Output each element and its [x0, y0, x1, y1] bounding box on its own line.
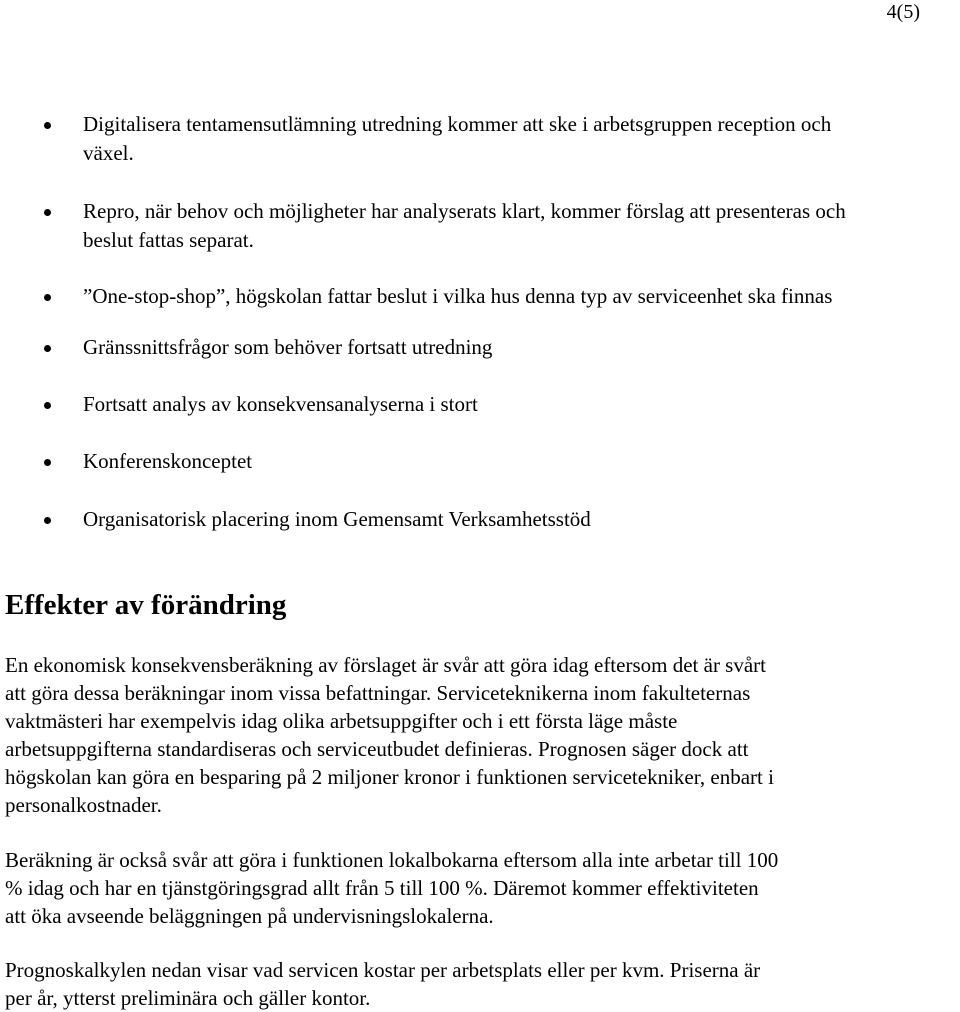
bullet-dot-icon [44, 294, 51, 301]
paragraph-line: Beräkning är också svår att göra i funktionen lokalbokarna eftersom alla inte arbetar till 100 [5, 848, 779, 872]
paragraph-line: vaktmästeri har exempelvis idag olika arbetsuppgifter och i ett första läge måste [5, 709, 678, 733]
bullet-dot-icon [44, 517, 51, 524]
paragraph-line: En ekonomisk konsekvensberäkning av förslaget är svår att göra idag eftersom det är svårt [5, 653, 767, 677]
bullet-dot-icon [44, 209, 51, 216]
bullet-dot-icon [44, 345, 51, 352]
bullet-line: Konferenskonceptet [83, 449, 253, 473]
bullet-line: ”One-stop-shop”, högskolan fattar beslut i vilka hus denna typ av serviceenhet ska finnas [83, 284, 833, 308]
bullet-dot-icon [44, 122, 51, 129]
paragraph-line: Prognoskalkylen nedan visar vad servicen kostar per arbetsplats eller per kvm. Priserna är [5, 958, 761, 982]
bullet-dot-icon [44, 459, 51, 466]
paragraph [5, 846, 955, 930]
bullet-line: Fortsatt analys av konsekvensanalyserna i stort [83, 392, 478, 416]
page-number: 4(5) [886, 1, 920, 23]
paragraph-line: per år, ytterst preliminära och gäller kontor. [5, 986, 371, 1010]
paragraph-line: högskolan kan göra en besparing på 2 miljoner kronor i funktionen servicetekniker, enbart i [5, 765, 774, 789]
paragraph [5, 651, 955, 819]
bullet-dot-icon [44, 402, 51, 409]
bullet-line: Gränssnittsfrågor som behöver fortsatt utredning [83, 335, 493, 359]
paragraph-line: arbetsuppgifterna standardiseras och serviceutbudet definieras. Prognosen säger dock att [5, 737, 749, 761]
bullet-line: beslut fattas separat. [83, 228, 254, 252]
paragraph [5, 956, 955, 1012]
paragraph-line: att öka avseende beläggningen på undervisningslokalerna. [5, 904, 494, 928]
bullet-line: Repro, när behov och möjligheter har analyserats klart, kommer förslag att presenteras och [83, 199, 846, 223]
paragraph-line: % idag och har en tjänstgöringsgrad allt från 5 till 100 %. Däremot kommer effektiviteten [5, 876, 759, 900]
paragraph-line: att göra dessa beräkningar inom vissa befattningar. Serviceteknikerna inom fakulteternas [5, 681, 751, 705]
bullet-line: Organisatorisk placering inom Gemensamt Verksamhetsstöd [83, 507, 591, 531]
bullet-line: Digitalisera tentamensutlämning utredning kommer att ske i arbetsgruppen reception och [83, 112, 832, 136]
bullet-line: växel. [83, 141, 134, 165]
paragraph-line: personalkostnader. [5, 793, 162, 817]
section-heading: Effekter av förändring [5, 589, 287, 621]
